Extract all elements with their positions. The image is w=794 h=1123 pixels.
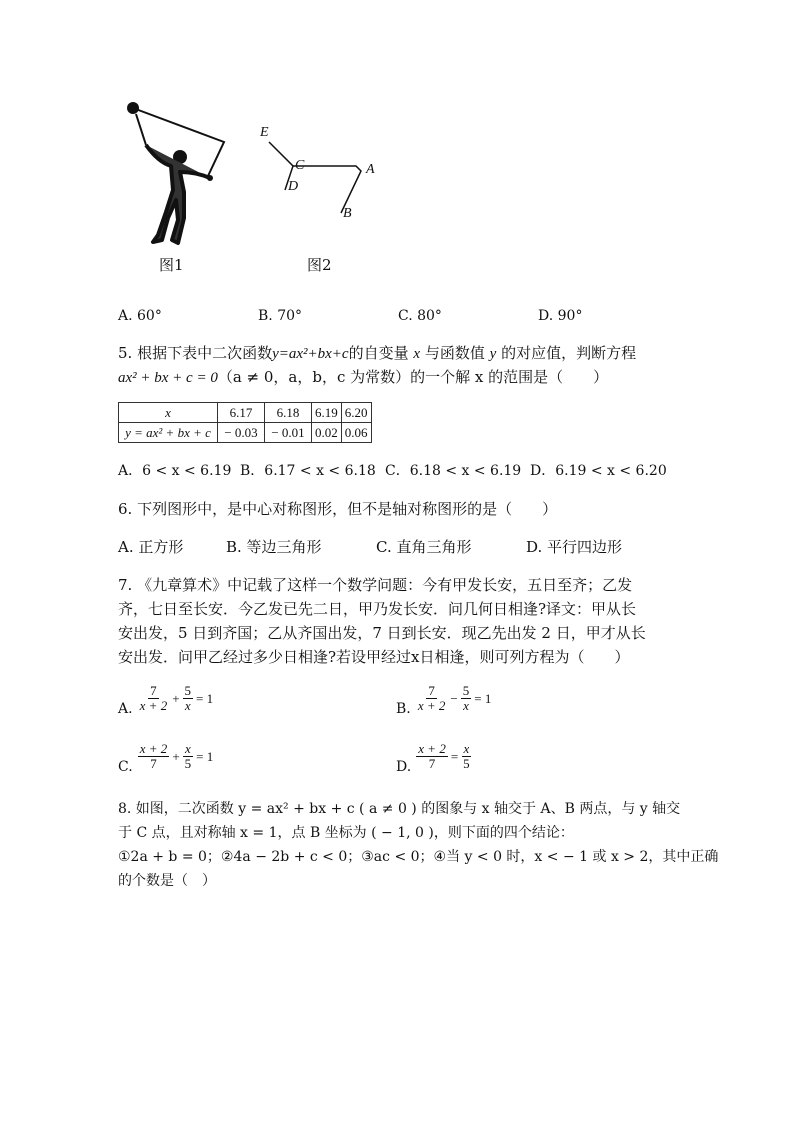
point-label-c: C [295,158,305,173]
point-label-b: B [343,206,352,221]
q5-option-d: D．6.19 < x < 6.20 [530,463,667,479]
table-row [119,423,372,443]
q7-option-b: B. $\frac{7}{x + 2}$ − $\frac{5}{x}$ = 1 [396,683,492,717]
table-cell: 6.19 [312,403,342,423]
figure-2-caption: 图2 [307,256,332,274]
table-cell: 6.18 [265,403,312,423]
jump-rope-figure [118,100,238,255]
q5-line-2: ax² + bx + c = 0（a ≠ 0，a，b，c 为常数）的一个解 x 的范围是（ ） [118,368,609,386]
point-label-a: A [366,162,375,177]
q6-option-a: A. 正方形 [118,538,184,556]
q5-line-1: 5. 根据下表中二次函数y=ax²+bx+c的自变量 x 与函数值 y 的对应值，判断方程 [118,344,637,362]
q8-line-4: 的个数是（ ） [118,873,216,889]
table-header-y: y = ax² + bx + c [119,423,218,443]
q7-line-2: 齐，七日至长安．今乙发已先二日，甲乃发长安．问几何日相逢?译文：甲从长 [118,600,637,618]
point-label-e: E [260,125,269,140]
q6-question: 6. 下列图形中，是中心对称图形，但不是轴对称图形的是（ ） [118,500,558,518]
q5-option-b: B．6.17 < x < 6.18 [240,463,376,479]
q4-option-c: C. 80° [398,308,442,324]
q7-option-a: A. $\frac{7}{x + 2}$ + $\frac{5}{x}$ = 1 [118,683,214,717]
q4-option-a: A. 60° [118,308,162,324]
q8-line-3: ①2a + b = 0；②4a − 2b + c < 0；③ac < 0；④当 y < 0 时，x < − 1 或 x > 2，其中正确 [118,849,719,865]
table-cell: 6.17 [218,403,265,423]
q5-option-c: C．6.18 < x < 6.19 [385,463,522,479]
q8-line-1: 8. 如图，二次函数 y = ax² + bx + c ( a ≠ 0 ) 的图象与 x 轴交于 A、B 两点，与 y 轴交 [118,801,681,817]
q8-line-2: 于 C 点，且对称轴 x = 1，点 B 坐标为 ( − 1, 0 )，则下面的四个结论： [118,825,574,841]
q6-option-c: C. 直角三角形 [376,538,472,556]
q7-option-c: C. $\frac{x + 2}{7}$ + $\frac{x}{5}$ = 1 [118,741,214,775]
q4-option-b: B. 70° [258,308,303,324]
table-cell: 0.02 [312,423,342,443]
point-label-d: D [288,179,299,194]
q7-line-1: 7. 《九章算术》中记载了这样一个数学问题：今有甲发长安，五日至齐；乙发 [118,576,633,594]
q7-line-3: 安出发，5 日到齐国；乙从齐国出发，7 日到长安．现乙先出发 2 日，甲才从长 [118,624,646,642]
q6-option-b: B. 等边三角形 [226,538,322,556]
table-cell: − 0.01 [265,423,312,443]
figure-1-caption: 图1 [159,256,184,274]
figure-1 [118,100,238,255]
q7-option-d: D. $\frac{x + 2}{7}$ = $\frac{x}{5}$ [396,741,470,775]
q6-option-d: D. 平行四边形 [526,538,623,556]
q5-option-a: A．6 < x < 6.19 [118,463,232,479]
q4-option-d: D. 90° [538,308,583,324]
table-cell: 6.20 [341,403,371,423]
table-cell: 0.06 [341,423,371,443]
q7-line-4: 安出发．问甲乙经过多少日相逢?若设甲经过x日相逢，则可列方程为（ ） [118,648,630,666]
table-cell: − 0.03 [218,423,265,443]
q5-value-table [118,402,372,443]
table-header-x: x [119,403,218,423]
table-row [119,403,372,423]
